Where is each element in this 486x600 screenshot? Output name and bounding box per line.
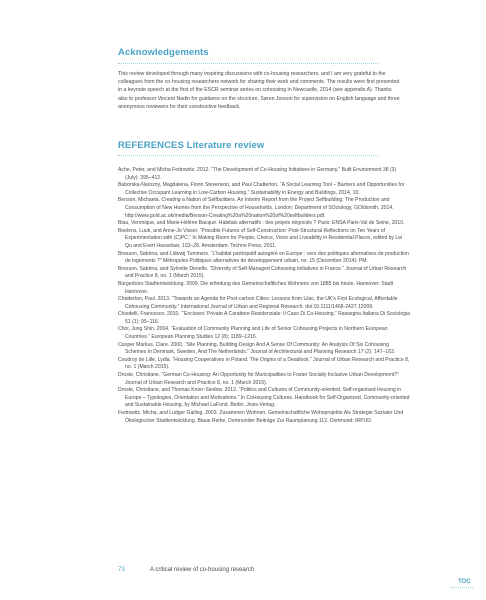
reference-item: Ache, Peter, and Micha Fedrowitz. 2012. “The Development of Co-Housing Initiatives in Germany.” Built Environment 38 (3) (July): 395–412. [118,167,397,181]
reference-item: Bresson, Sabrina, and Sylvette Denefle. “Diversity of Self-Managed Cohousing Initiatives in France.” Journal of Urban Research and Practice 8, no. 1 (March 2015). [118,265,407,280]
reference-item: Biau, Veronique, and Marie-Hélène Bacqué. Habitats alternatifs : des projets négociés ? Paris: ENSA Paris-Val de Seine, 2010. [118,220,405,227]
references-list [118,167,410,425]
acknowledgements-paragraph: This review developed through many inspiring discussions with co-housing researchers, and I am very grateful to the colleagues from the co-housing researchers network for sharing their work and comments. The results were first presented in a keynote speech at the first of the ESCR seminar series on cohousing in Newcastle, 2014 (see appendix A). Thanks also to professor Vincent Nadin for guidance on the structure, Søren Jonson for supervision on English language and three anonymous reviewers for their constructive feedback. [118,71,400,110]
reference-item: Boelens, Luuk, and Anne-Jo Visser. “Possible Futures of Self-Construction: Post-Structural Reflections on Ten Years of Experimentation with (C)PC.” In Making Room for People, Choice, Voice and Liveability in Residential Places, edited by Lei Qu and Evert Hasselaar, 103–28. Amsterdam: Techne Press, 2011. [118,227,403,249]
reference-item: Droste, Christiane, and Thomas Knorr-Siedow. 2012. “Politics and Cultures of Community-oriented, Self-organised Housing in Europe – Typologies, Orientation and Motivations.” In CoHousing Cultures. Handbook for Self-Organized, Community-oriented and Sustainable Housing, by Michael LaFond. Berlin: Jovis-Verlag. [118,387,410,409]
reference-item: Choi, Jung Shin. 2004. “Evaluation of Community Planning and Life of Senior Cohousing Projects in Northern European Countries.” European Planning Studies 12 (8): 1189–1216. [118,326,388,341]
toc-link[interactable]: TOC [458,579,471,585]
page-number: 73 [118,567,125,573]
reference-item: Benson, Michaela. Creating a Nation of Selfbuilders. An Interim Report from the Project Selfbuilding: The Production and Consumption of New Homes from the Perspective of Households. London: Department of SOciology, GOldsmith, 2014. http://www.gold.ac.uk/media/Benson-Creating%20a%20nation%20of%20selfbuilders.pdf. [118,197,394,219]
running-title: A critical review of co-housing research [150,567,255,573]
references-heading: REFERENCES Literature review [118,140,265,151]
reference-item: Droste, Christiane. “German Co-Housing: An Opportunity for Municipalities to Foster Socially Inclusive Urban Development?” Journal of Urban Research and Practice 8, no. 1 (March 2015). [118,372,399,386]
reference-item: Baborska-Narozny, Magdalena, Fionn Stevenson, and Paul Chatterton. “A Social Learning Tool – Barriers and Opportunities for Collective Occupant Learning in Low-Carbon Housing.” Sustainability in Energy and Buildings, 2014, 10. [118,182,405,196]
reference-item: Cooper Markus, Clare. 2000. “Site Planning, Building Design And A Sense Of Community: An Analysis Of Six Cohousing Schemes In Denmark, Sweden, And The Netherlands.” Journal of Architectural and Planning Research 17 (2): 147–163. [118,341,396,356]
acknowledgements-divider [118,63,378,64]
references-divider [118,155,378,156]
toc-underline [451,587,473,588]
reference-item: Coudroy de Lille, Lydia. “Housing Cooperatives in Poland. The Origins of a Deadlock.” Journal of Urban Research and Practice 8, no. 1 (March 2015). [118,356,410,371]
reference-item: Chiodelli, Francesco. 2010. “‘Enclaves’ Private A Carattere Residenziale: Il Caso Di Co-Housing.” Rassegna Italiana Di Sociologia 51 (1): 95–116. [118,311,410,325]
reference-item: Bürgerbüro Stadtentwicklung. 2009. Die erfindung des Gemeinschaftliches Wohnens von 1885 bis heute. Hannover: Stadt Hannover. [118,280,394,295]
reference-item: Chatterton, Paul. 2013. “Towards an Agenda for Post-carbon Cities: Lessons from Lilac, the UK’s First Ecological, Affordable Cohousing Community.” International Journal of Urban and Regional Research. doi:10.1111/1468-2427.12009. [118,296,398,310]
acknowledgements-heading: Acknowledgements [118,47,209,58]
reference-item: Fedrowitz, Micha, and Ludger Gailing. 2003. Zusammen Wohnen. Gemeinschaftliche Wohnprojekte Als Strategie Sozialer Und Ökologischer Stadtentwicklung. Blaue Reihe, Dortmunder Beiträge Zur Raumplanung 112. Dortmund: IRPUD. [118,410,404,424]
reference-item: Bresson, Sabrina, and Lidewij Tummers. “L’habitat participatif autogéré en Europe : vers des politiques alternatives de production de logements ?” Métropoles Politiques alternatives de développement urbain, no. 15 (December 2014): PM. [118,250,409,265]
